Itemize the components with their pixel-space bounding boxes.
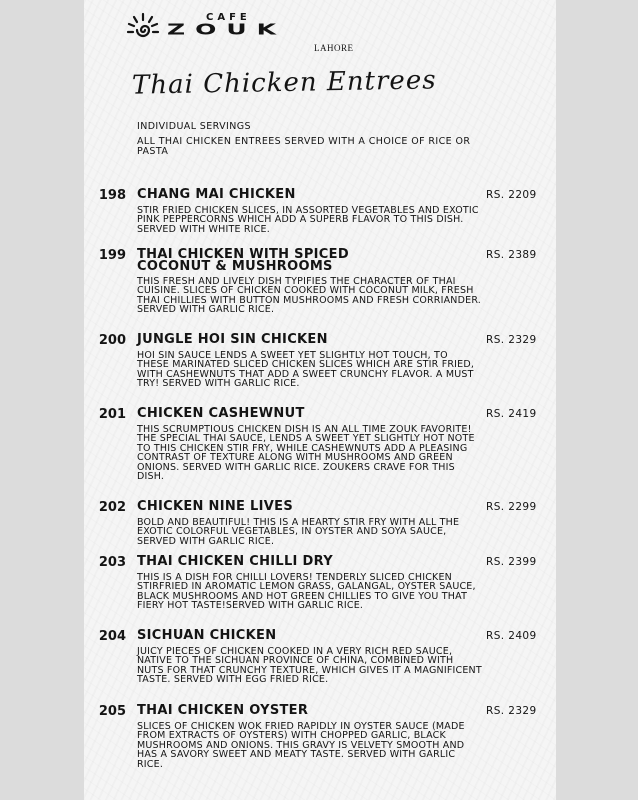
item-number: 204 [98, 629, 126, 644]
item-price: RS. 2299 [486, 501, 537, 513]
section-subtitle: INDIVIDUAL SERVINGS [137, 121, 251, 132]
item-price: RS. 2329 [486, 705, 537, 717]
logo-cafe-text: CAFE [206, 12, 251, 23]
item-price: RS. 2409 [486, 630, 537, 642]
cafe-zouk-logo [126, 10, 366, 56]
item-description: THIS SCRUMPTIOUS CHICKEN DISH IS AN ALL TIME ZOUK FAVORITE! THE SPECIAL THAI SAUCE, LENDS A SWEET YET SLIGHTLY HOT NOTE TO THIS CHICKEN STIR FRY, WHILE CASHEWNUTS ADD A PLEASING CONTRAST OF TEXTURE ALONG WITH MUSHROOMS AND GREEN ONIONS. SERVED WITH GARLIC RICE. ZOUKERS CRAVE FOR THIS DISH. [137, 424, 475, 483]
item-number: 202 [98, 500, 126, 515]
item-price: RS. 2399 [486, 556, 537, 568]
item-number: 199 [98, 248, 126, 263]
item-price: RS. 2419 [486, 408, 537, 420]
section-title: Thai Chicken Entrees [131, 65, 437, 101]
item-number: 201 [98, 407, 126, 422]
item-number: 198 [98, 188, 126, 203]
item-price: RS. 2329 [486, 334, 537, 346]
item-number: 205 [98, 704, 126, 719]
item-description: HOI SIN SAUCE LENDS A SWEET YET SLIGHTLY HOT TOUCH, TO THESE MARINATED SLICED CHICKEN SLICES WHICH ARE STIR FRIED, WITH CASHEWNUTS THAT ADD A SWEET CRUNCHY FLAVOR. A MUST TRY! SERVED WITH GARLIC RICE. [137, 350, 475, 390]
item-name: THAI CHICKEN OYSTER [137, 703, 309, 718]
sun-spiral-logo-icon [126, 10, 160, 44]
item-number: 200 [98, 333, 126, 348]
item-name: CHANG MAI CHICKEN [137, 187, 296, 202]
item-description: BOLD AND BEAUTIFUL! THIS IS A HEARTY STIR FRY WITH ALL THE EXOTIC COLORFUL VEGETABLES, IN OYSTER AND SOYA SAUCE, SERVED WITH GARLIC RICE. [137, 517, 460, 547]
section-note: ALL THAI CHICKEN ENTREES SERVED WITH A CHOICE OF RICE OR PASTA [137, 136, 471, 157]
item-number: 203 [98, 555, 126, 570]
item-name: THAI CHICKEN WITH SPICED COCONUT & MUSHROOMS [137, 247, 349, 274]
item-description: SLICES OF CHICKEN WOK FRIED RAPIDLY IN OYSTER SAUCE (MADE FROM EXTRACTS OF OYSTERS) WITH CHOPPED GARLIC, BLACK MUSHROOMS AND ONIONS. THIS GRAVY IS VELVETY SMOOTH AND HAS A SAVORY SWEET AND MEATY TASTE. SERVED WITH GARLIC RICE. [137, 721, 465, 770]
item-description: THIS IS A DISH FOR CHILLI LOVERS! TENDERLY SLICED CHICKEN STIRFRIED IN AROMATIC LEMON GRASS, GALANGAL, OYSTER SAUCE, BLACK MUSHROOMS AND HOT GREEN CHILLIES TO GIVE YOU THAT FIERY HOT TASTE!SERVED WITH GARLIC RICE. [137, 572, 476, 612]
item-name: SICHUAN CHICKEN [137, 628, 277, 643]
item-name: CHICKEN CASHEWNUT [137, 406, 305, 421]
item-name: JUNGLE HOI SIN CHICKEN [137, 332, 328, 347]
logo-zouk-text: ZOUK [167, 20, 287, 38]
logo-city-text: LAHORE [314, 43, 354, 53]
item-price: RS. 2209 [486, 189, 537, 201]
item-description: THIS FRESH AND LIVELY DISH TYPIFIES THE CHARACTER OF THAI CUISINE. SLICES OF CHICKEN COOKED WITH COCONUT MILK, FRESH THAI CHILLIES WITH BUTTON MUSHROOMS AND FRESH CORRIANDER. SERVED WITH GARLIC RICE. [137, 276, 482, 316]
item-description: STIR FRIED CHICKEN SLICES, IN ASSORTED VEGETABLES AND EXOTIC PINK PEPPERCORNS WHICH ADD A SUPERB FLAVOR TO THIS DISH. SERVED WITH WHITE RICE. [137, 205, 479, 235]
menu-page [84, 0, 556, 800]
item-name: THAI CHICKEN CHILLI DRY [137, 554, 333, 569]
item-price: RS. 2389 [486, 249, 537, 261]
item-description: JUICY PIECES OF CHICKEN COOKED IN A VERY RICH RED SAUCE, NATIVE TO THE SICHUAN PROVINCE OF CHINA, COMBINED WITH NUTS FOR THAT CRUNCHY TEXTURE, WHICH GIVES IT A MAGNIFICENT TASTE. SERVED WITH EGG FRIED RICE. [137, 646, 482, 686]
item-name: CHICKEN NINE LIVES [137, 499, 293, 514]
